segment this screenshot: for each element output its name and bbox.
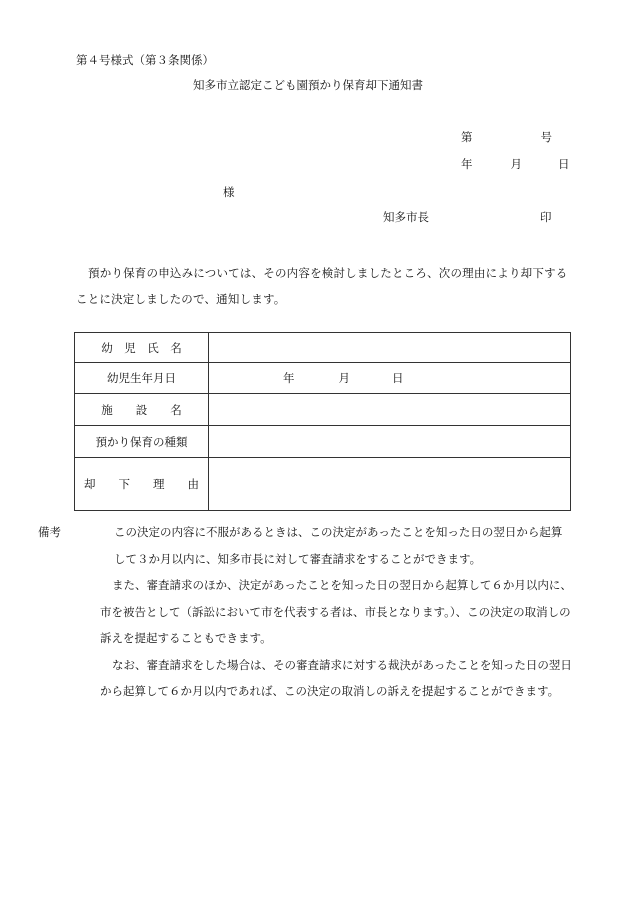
value-care-type[interactable]	[209, 426, 571, 458]
birth-month: 月	[338, 371, 350, 385]
addressee-honorific: 様	[223, 185, 235, 199]
document-number	[461, 129, 552, 145]
label-care-type: 預かり保育の種類	[75, 426, 209, 458]
remarks-heading: 備考	[38, 525, 61, 539]
remarks-section	[38, 519, 572, 705]
table-row	[75, 363, 571, 394]
intro-paragraph: 預かり保育の申込みについては、その内容を検討しましたところ、次の理由により却下することに決定しましたので、通知します。	[76, 266, 568, 306]
label-facility-name: 施 設 名	[75, 394, 209, 426]
remarks-first-paragraph	[38, 519, 572, 572]
number-suffix: 号	[540, 130, 552, 144]
sender-name: 知多市長	[383, 210, 429, 224]
issue-year: 年	[461, 157, 473, 171]
label-birth-date: 幼児生年月日	[75, 363, 209, 394]
remarks-paragraph-3: なお、審査請求をした場合は、その審査請求に対する裁決があったことを知った日の翌日から起算して６か月以内であれば、この決定の取消しの訴えを提起することができます。	[100, 657, 572, 698]
remarks-text-1: この決定の内容に不服があるときは、この決定があったことを知った日の翌日から起算して３か月以内に、知多市長に対して審査請求をすることができます。	[114, 525, 563, 566]
table-row	[75, 426, 571, 458]
issue-day: 日	[558, 157, 570, 171]
issue-date	[461, 156, 570, 172]
value-facility-name[interactable]	[209, 394, 571, 426]
number-prefix: 第	[461, 130, 473, 144]
table-row	[75, 458, 571, 511]
info-table	[74, 332, 571, 511]
form-number-label: 第４号様式（第３条関係）	[76, 53, 214, 67]
label-child-name: 幼 児 氏 名	[75, 333, 209, 363]
birth-day: 日	[392, 371, 404, 385]
issue-month: 月	[510, 157, 522, 171]
birth-year: 年	[283, 371, 295, 385]
label-rejection-reason: 却 下 理 由	[75, 458, 209, 511]
document-title: 知多市立認定こども園預かり保育却下通知書	[193, 78, 423, 92]
remarks-paragraph-2: また、審査請求のほか、決定があったことを知った日の翌日から起算して６か月以内に、市を被告として（訴訟において市を代表する者は、市長となります。）、この決定の取消しの訴えを提起することもできます。	[100, 578, 572, 645]
table-row	[75, 333, 571, 363]
value-birth-date[interactable]	[209, 363, 571, 394]
value-rejection-reason[interactable]	[209, 458, 571, 511]
table-row	[75, 394, 571, 426]
value-child-name[interactable]	[209, 333, 571, 363]
seal-mark: 印	[540, 210, 552, 224]
